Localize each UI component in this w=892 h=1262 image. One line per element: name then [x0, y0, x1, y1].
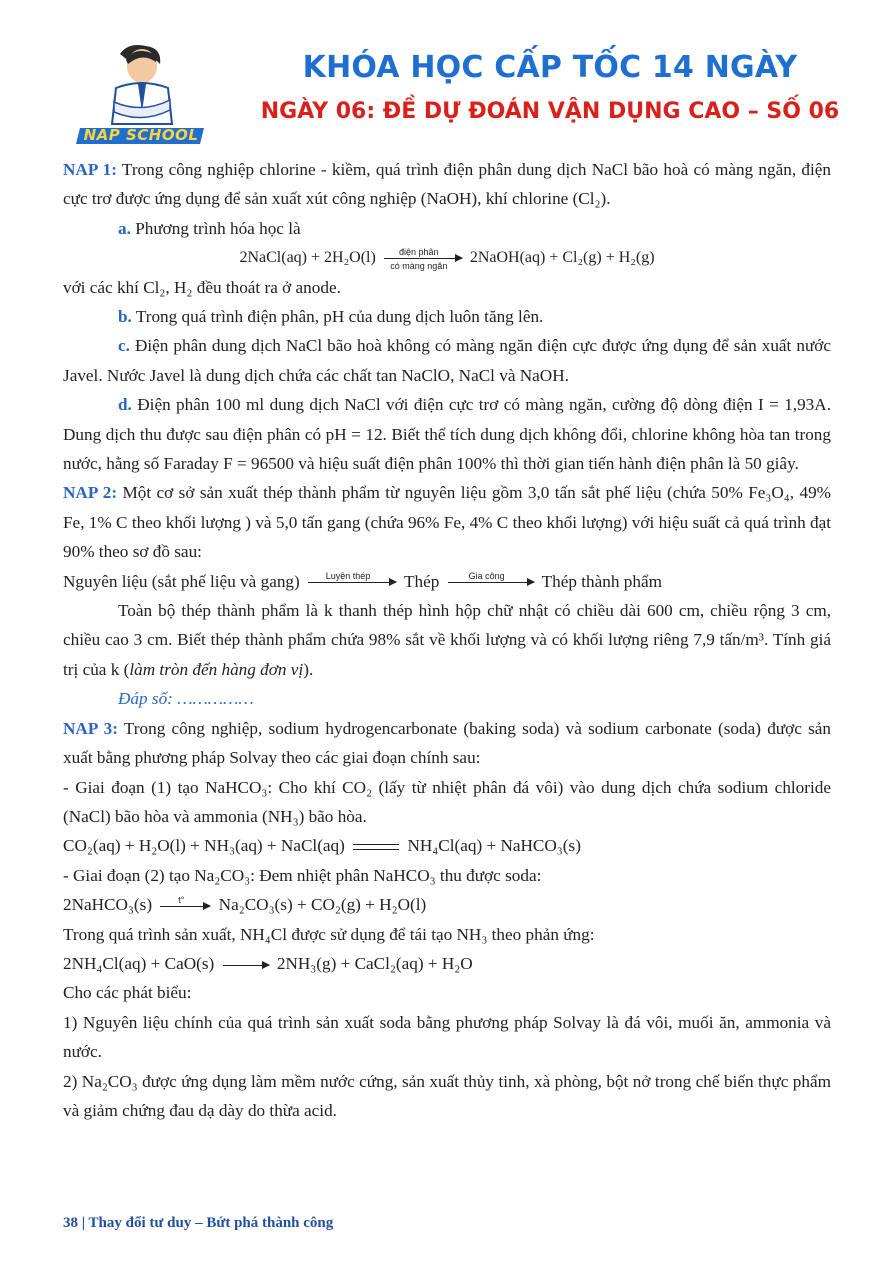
statement-c-text: Điện phân dung dịch NaCl bão hoà không có màng ngăn điện cực được ứng dụng để sản xuất nước Javel. Nước Javel là dung dịch chứa các chất tan NaClO, NaCl và NaOH.: [63, 336, 831, 385]
statements-intro: Cho các phát biểu:: [63, 983, 192, 1003]
solvay-equation-2: [63, 890, 831, 919]
equilibrium-arrow-icon: [353, 842, 399, 852]
production-flow: [63, 567, 831, 596]
eq2-left: 2NaHCO₃(s): [63, 895, 153, 915]
heating-arrow-icon: [160, 894, 210, 907]
question-3-label: NAP 3:: [63, 718, 118, 738]
flow-arrow-2-label: Gia công: [468, 571, 505, 582]
reaction-arrow-icon: [384, 247, 462, 272]
statement-b: [63, 302, 831, 331]
nap-school-logo: [76, 40, 208, 148]
statement-b-label: b.: [118, 307, 132, 327]
statement-c: [63, 331, 831, 390]
page-footer: 38 | Thay đổi tư duy – Bứt phá thành công: [63, 1215, 334, 1231]
eq1-right: NH₄Cl(aq) + NaHCO₃(s): [407, 836, 581, 856]
equation-left: 2NaCl(aq) + 2H₂O(l): [239, 249, 376, 267]
arrow-condition-bottom: có màng ngăn: [390, 261, 448, 272]
statement-c-label: c.: [118, 336, 130, 356]
question-1-label: NAP 1:: [63, 160, 117, 179]
question-2-rounding-note: làm tròn đến hàng đơn vị: [129, 659, 304, 679]
solvay-equation-1: [63, 831, 831, 860]
stage-1: - Giai đoạn (1) tạo NaHCO₃: Cho khí CO₂ (lấy từ nhiệt phân đá vôi) vào dung dịch chứa sodium chloride (NaCl) bão hòa và ammonia (NH₃) bão hòa.: [63, 777, 831, 826]
question-3: [63, 714, 831, 773]
statement-2: 2) Na₂CO₃ được ứng dụng làm mềm nước cứng, sản xuất thủy tinh, xà phòng, bột nở trong chế biến thực phẩm và giảm chứng đau dạ dày do thừa acid.: [63, 1071, 831, 1120]
statement-1: 1) Nguyên liệu chính của quá trình sản xuất soda bằng phương pháp Solvay là đá vôi, muối ăn, ammonia và nước.: [63, 1012, 831, 1062]
recycle-text: Trong quá trình sản xuất, NH₄Cl được sử dụng để tái tạo NH₃ theo phản ứng:: [63, 924, 595, 944]
statement-b-text: Trong quá trình điện phân, pH của dung dịch luôn tăng lên.: [131, 307, 544, 327]
statement-a-text: Phương trình hóa học là: [130, 218, 301, 238]
solvay-equation-3: [63, 949, 831, 978]
statement-d-text: Điện phân 100 ml dung dịch NaCl với điện cực trơ có màng ngăn, cường độ dòng điện I = 1,93A. Dung dịch thu được sau điện phân có pH = 12. Biết thể tích dung dịch không đổi, chlorine không hòa tan trong nước, hằng số Faraday F = 96500 và hiệu suất điện phân 100% thì thời gian tiến hành điện phân là 50 giây.: [63, 395, 831, 474]
question-2-body: [63, 596, 831, 684]
flow-arrow-2-icon: [448, 571, 534, 583]
equation-right: 2NaOH(aq) + Cl₂(g) + H₂(g): [469, 249, 655, 267]
statement-d-label: d.: [118, 395, 132, 415]
question-1: [63, 155, 831, 214]
flow-mid: Thép: [404, 571, 440, 591]
heating-condition: t°: [178, 894, 185, 905]
statement-a: [63, 214, 831, 243]
flow-start: Nguyên liệu (sắt phế liệu và gang): [63, 571, 300, 591]
statement-a-continued: với các khí Cl₂, H₂ đều thoát ra ở anode.: [63, 277, 341, 297]
eq1-left: CO₂(aq) + H₂O(l) + NH₃(aq) + NaCl(aq): [63, 836, 345, 856]
question-content: [63, 155, 831, 1125]
arrow-condition-top: điện phân: [399, 247, 439, 258]
statement-d: [63, 390, 831, 478]
question-2-text: Một cơ sở sản xuất thép thành phẩm từ nguyên liệu gồm 3,0 tấn sắt phế liệu (chứa 50% Fe₃O₄, 49% Fe, 1% C theo khối lượng ) và 5,0 tấn gang (chứa 96% Fe, 4% C theo khối lượng) với hiệu suất cả quá trình đạt 90% theo sơ đồ sau:: [63, 483, 831, 562]
course-title: KHÓA HỌC CẤP TỐC 14 NGÀY: [302, 50, 798, 85]
flow-arrow-1-label: Luyện thép: [325, 571, 371, 582]
question-3-text: Trong công nghiệp, sodium hydrogencarbonate (baking soda) và sodium carbonate (soda) được sản xuất bằng phương pháp Solvay theo các giai đoạn chính sau:: [63, 718, 831, 768]
question-2-body-text: Toàn bộ thép thành phẩm là k thanh thép hình hộp chữ nhật có chiều dài 600 cm, chiều rộng 3 cm, chiều cao 3 cm. Biết thép thành phẩm chứa 98% sắt về khối lượng và có khối lượng riêng 7,9 tấn/m³. Tính giá trị của k (: [63, 601, 831, 679]
statement-a-label: a.: [118, 218, 131, 238]
flow-arrow-1-icon: [308, 571, 396, 583]
eq2-right: Na₂CO₃(s) + CO₂(g) + H₂O(l): [218, 895, 427, 915]
question-1-text: Trong công nghiệp chlorine - kiềm, quá trình điện phân dung dịch NaCl bão hoà có màng ngăn, điện cực trơ được ứng dụng để sản xuất xút công nghiệp (NaOH), khí chlorine (Cl₂).: [63, 160, 831, 209]
flow-end: Thép thành phẩm: [541, 571, 662, 591]
reaction-arrow-3-icon: [223, 965, 269, 966]
answer-blank: Đáp số: ……………: [118, 689, 254, 709]
stage-2: - Giai đoạn (2) tạo Na₂CO₃: Đem nhiệt phân NaHCO₃ thu được soda:: [63, 865, 542, 885]
day-subtitle: NGÀY 06: ĐỀ DỰ ĐOÁN VẬN DỤNG CAO – SỐ 06: [260, 99, 840, 124]
question-2-body-end: ).: [303, 659, 314, 679]
question-2: [63, 478, 831, 566]
logo-text: NAP SCHOOL: [83, 126, 199, 144]
eq3-left: 2NH₄Cl(aq) + CaO(s): [63, 953, 215, 973]
electrolysis-equation: [63, 243, 831, 272]
question-2-label: NAP 2:: [63, 483, 118, 503]
eq3-right: 2NH₃(g) + CaCl₂(aq) + H₂O: [276, 953, 473, 973]
